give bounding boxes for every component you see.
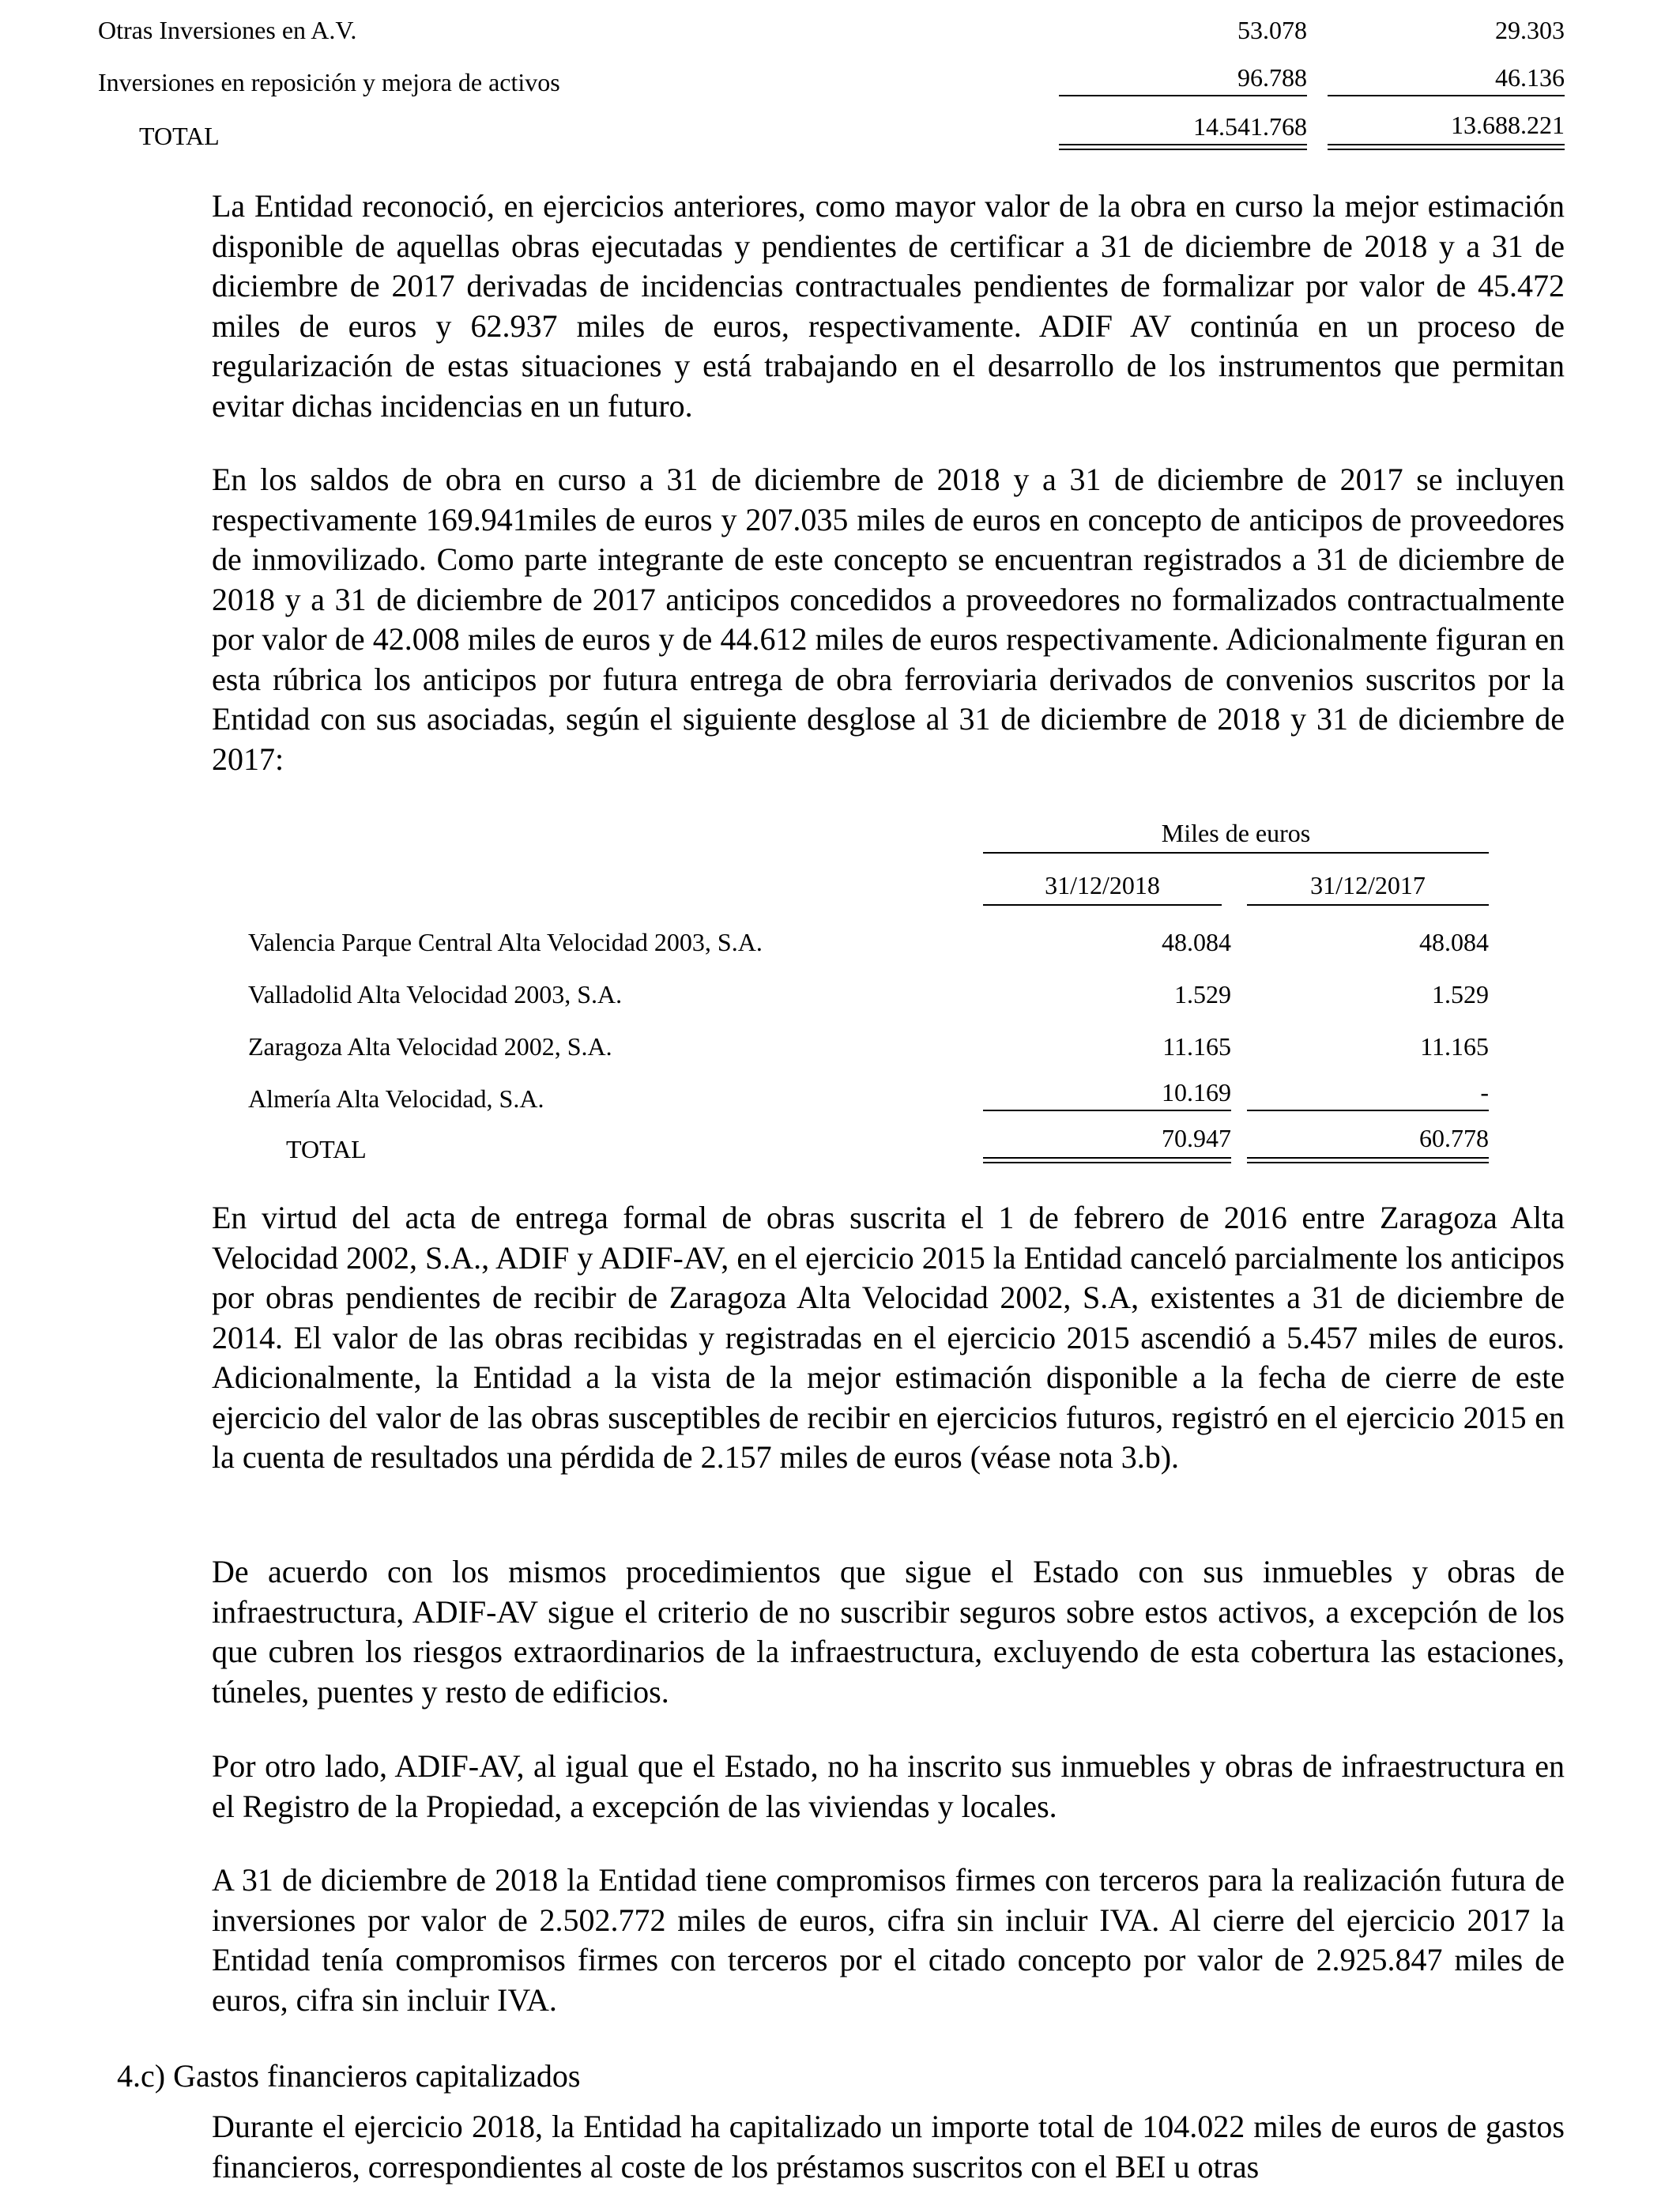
section-heading: 4.c) Gastos financieros capitalizados bbox=[117, 2058, 581, 2094]
table-cell-2017: 1.529 bbox=[1432, 980, 1489, 1008]
column-header-rule bbox=[1247, 904, 1489, 906]
paragraph: Por otro lado, ADIF-AV, al igual que el Estado, no ha inscrito sus inmuebles y obras de infraestructura en el Registro de la Propiedad, a excepción de las viviendas y locales. bbox=[212, 1748, 1565, 1824]
paragraph: La Entidad reconoció, en ejercicios anteriores, como mayor valor de la obra en curso la mejor estimación disponible de aquellas obras ejecutadas y pendientes de certificar a 31 de diciembre de 2018 y a 31 de diciembre de 2017 derivadas de incidencias contractuales pendientes de formalizar por valor de 45.472 miles de euros y 62.937 miles de euros, respectivamente. ADIF AV continúa en un proceso de regularización de estas situaciones y está trabajando en el desarrollo de los instrumentos que permitan evitar dichas incidencias en un futuro. bbox=[212, 188, 1565, 424]
paragraph: En virtud del acta de entrega formal de obras suscrita el 1 de febrero de 2016 entre Zaragoza Alta Velocidad 2002, S.A., ADIF y ADIF-AV, en el ejercicio 2015 la Entidad canceló parcialmente los anticipos por obras pendientes de recibir de Zaragoza Alta Velocidad 2002, S.A, existentes a 31 de diciembre de 2014. El valor de las obras recibidas y registradas en el ejercicio 2015 ascendió a 5.457 miles de euros. Adicionalmente, la Entidad a la vista de la mejor estimación disponible a la fecha de cierre de este ejercicio del valor de las obras susceptibles de recibir en ejercicios futuros, registró en el ejercicio 2015 en la cuenta de resultados una pérdida de 2.157 miles de euros (véase nota 3.b). bbox=[212, 1200, 1565, 1475]
subtotal-rule bbox=[1059, 95, 1307, 96]
table-cell-2018: 11.165 bbox=[1162, 1032, 1231, 1061]
table-cell-2018: 1.529 bbox=[1174, 980, 1231, 1008]
table-total-label: TOTAL bbox=[286, 1135, 367, 1163]
table-total-2017: 60.778 bbox=[1419, 1124, 1489, 1152]
table-cell-2017: 29.303 bbox=[1495, 16, 1565, 44]
column-header-2018: 31/12/2018 bbox=[1045, 871, 1160, 899]
subtotal-rule bbox=[1328, 95, 1565, 96]
table-total-label: TOTAL bbox=[139, 122, 220, 150]
table-total-2018: 14.541.768 bbox=[1193, 112, 1307, 141]
paragraph: De acuerdo con los mismos procedimientos que sigue el Estado con sus inmuebles y obras de infraestructura, ADIF-AV sigue el criterio de no suscribir seguros sobre estos activos, a excepción de los que cubren los riesgos extraordinarios de la infraestructura, excluyendo de esta cobertura las estaciones, túneles, puentes y resto de edificios. bbox=[212, 1554, 1565, 1710]
unit-header: Miles de euros bbox=[1161, 819, 1311, 847]
table-cell-2018: 53.078 bbox=[1237, 16, 1307, 44]
table-cell-2017: 46.136 bbox=[1495, 63, 1565, 92]
paragraph: En los saldos de obra en curso a 31 de diciembre de 2018 y a 31 de diciembre de 2017 se incluyen respectivamente 169.941miles de euros y 207.035 miles de euros en concepto de anticipos de proveedores de inmovilizado. Como parte integrante de este concepto se encuentran registrados a 31 de diciembre de 2018 y a 31 de diciembre de 2017 anticipos concedidos a proveedores no formalizados contractualmente por valor de 42.008 miles de euros y de 44.612 miles de euros respectivamente. Adicionalmente figuran en esta rúbrica los anticipos por futura entrega de obra ferroviaria derivados de convenios suscritos por la Entidad con sus asociadas, según el siguiente desglose al 31 de diciembre de 2018 y 31 de diciembre de 2017: bbox=[212, 462, 1565, 777]
subtotal-rule bbox=[1247, 1110, 1489, 1111]
table-row-label: Valencia Parque Central Alta Velocidad 2003, S.A. bbox=[248, 928, 763, 956]
paragraph: A 31 de diciembre de 2018 la Entidad tiene compromisos firmes con terceros para la realización futura de inversiones por valor de 2.502.772 miles de euros, cifra sin incluir IVA. Al cierre del ejercicio 2017 la Entidad tenía compromisos firmes con terceros por el citado concepto por valor de 2.925.847 miles de euros, cifra sin incluir IVA. bbox=[212, 1862, 1565, 2018]
subtotal-rule bbox=[983, 1110, 1231, 1111]
table-total-2017: 13.688.221 bbox=[1451, 111, 1565, 139]
table-row-label: Valladolid Alta Velocidad 2003, S.A. bbox=[248, 980, 623, 1008]
total-double-rule bbox=[983, 1157, 1231, 1163]
column-header-2017: 31/12/2017 bbox=[1310, 871, 1426, 899]
table-cell-2018: 96.788 bbox=[1237, 63, 1307, 92]
table-row-label: Almería Alta Velocidad, S.A. bbox=[248, 1084, 544, 1113]
table-cell-2017: - bbox=[1480, 1078, 1489, 1106]
table-cell-2017: 48.084 bbox=[1419, 928, 1489, 956]
total-double-rule bbox=[1059, 144, 1307, 150]
paragraph: Durante el ejercicio 2018, la Entidad ha capitalizado un importe total de 104.022 miles de euros de gastos financieros, correspondientes al coste de los préstamos suscritos con el BEI u otras bbox=[212, 2109, 1565, 2185]
table-total-2018: 70.947 bbox=[1162, 1124, 1231, 1152]
total-double-rule bbox=[1247, 1157, 1489, 1163]
total-double-rule bbox=[1328, 144, 1565, 150]
header-rule bbox=[983, 852, 1489, 854]
table-row-label: Zaragoza Alta Velocidad 2002, S.A. bbox=[248, 1032, 612, 1061]
table-row-label: Inversiones en reposición y mejora de activos bbox=[98, 68, 560, 96]
table-row-label: Otras Inversiones en A.V. bbox=[98, 16, 357, 44]
table-cell-2017: 11.165 bbox=[1420, 1032, 1489, 1061]
column-header-rule bbox=[983, 904, 1222, 906]
table-cell-2018: 10.169 bbox=[1162, 1078, 1231, 1106]
table-cell-2018: 48.084 bbox=[1162, 928, 1231, 956]
